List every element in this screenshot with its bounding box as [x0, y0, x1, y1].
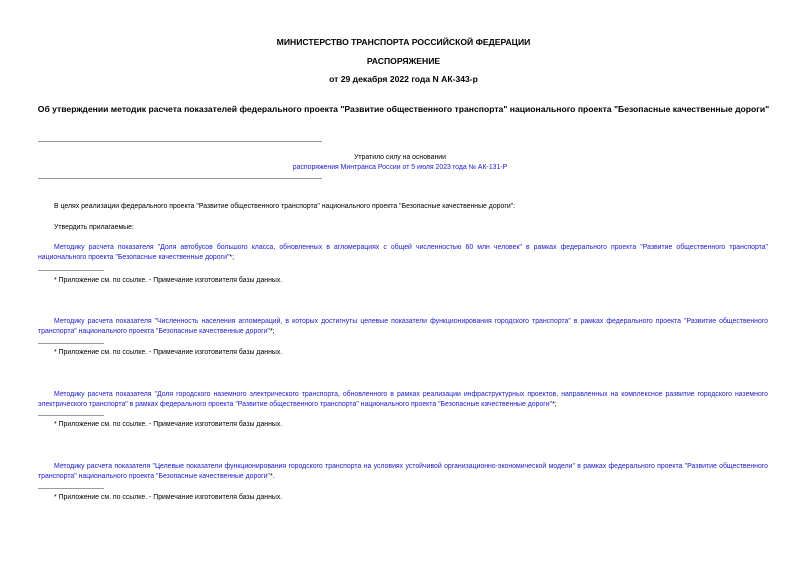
method-suffix: *; [552, 401, 557, 408]
status-note-link[interactable]: распоряжения Минтранса России от 5 июля 2023 года № АК-131-Р [292, 164, 508, 171]
status-note-text: Утратило силу на основании [354, 154, 446, 161]
footnote-divider [38, 415, 104, 416]
method-link[interactable]: Методику расчета показателя "Доля городского наземного электрического транспорта, обновленного в рамках реализации инфраструктурных проектов, направленных на комплексное развитие городского наземного электрического транспорта" в рамках федерального проекта "Развитие общественного транспорта" национального проекта "Безопасные качественные дороги" [38, 391, 768, 408]
method-link[interactable]: Методику расчета показателя "Численность населения агломераций, в которых достигнуты целевые показатели функционирования городского транспорта" в рамках федерального проекта "Развитие общественного транспорта" национального проекта "Безопасные качественные дороги" [38, 318, 768, 335]
method-suffix: *; [229, 254, 235, 261]
ministry-heading: МИНИСТЕРСТВО ТРАНСПОРТА РОССИЙСКОЙ ФЕДЕРАЦИИ [276, 37, 531, 47]
footnote: * Приложение см. по ссылке. - Примечание изготовителя базы данных. [54, 349, 283, 356]
footnote: * Приложение см. по ссылке. - Примечание изготовителя базы данных. [54, 421, 283, 428]
method-item [38, 390, 768, 410]
divider-top [38, 141, 322, 142]
footnote: * Приложение см. по ссылке. - Примечание изготовителя базы данных. [54, 277, 283, 284]
intro-paragraph: В целях реализации федерального проекта "Развитие общественного транспорта" национального проекта "Безопасные качественные дороги": [54, 203, 516, 210]
method-link[interactable]: Методику расчета показателя "Целевые показатели функционирования городского транспорта на условиях устойчивой организационно-экономической модели" в рамках федерального проекта "Развитие общественного транспорта" национального проекта "Безопасные качественные дороги" [38, 463, 768, 480]
method-suffix: *; [270, 328, 275, 335]
footnote-divider [38, 343, 104, 344]
divider-bottom [38, 178, 322, 179]
method-item [38, 317, 768, 337]
method-link[interactable]: Методику расчета показателя "Доля автобусов большого класса, обновленных в агломерациях с общей численностью 60 млн человек" в рамках федерального проекта "Развитие общественного транспорта" национального проекта "Безопасные качественные дороги" [38, 244, 768, 261]
method-item [38, 243, 768, 263]
footnote-divider [38, 270, 104, 271]
footnote: * Приложение см. по ссылке. - Примечание изготовителя базы данных. [54, 494, 283, 501]
document-title: Об утверждении методик расчета показателей федерального проекта "Развитие общественного транспорта" национального проекта "Безопасные качественные дороги" [37, 104, 770, 114]
footnote-divider [38, 488, 104, 489]
document-date-number: от 29 декабря 2022 года N АК-343-р [329, 74, 478, 84]
approve-paragraph: Утвердить прилагаемые: [54, 224, 134, 231]
method-item [38, 462, 768, 482]
document-type: РАСПОРЯЖЕНИЕ [366, 56, 441, 66]
status-note [250, 153, 550, 173]
method-suffix: *. [270, 473, 275, 480]
